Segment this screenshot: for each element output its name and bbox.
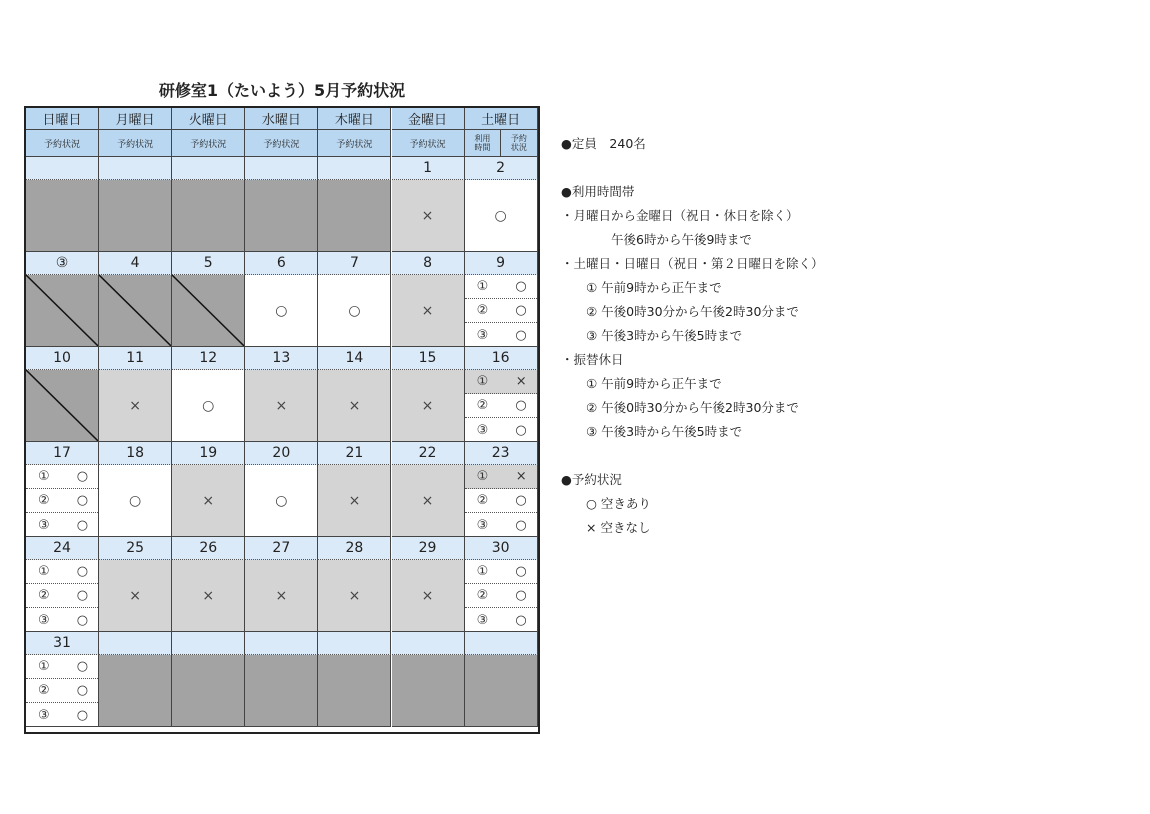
date-label: 16 <box>465 347 538 370</box>
legend-line: ●利用時間帯 <box>561 184 635 199</box>
unavailable-cell <box>99 655 172 727</box>
slot-number: ① <box>38 659 50 674</box>
date-label: 18 <box>99 442 172 465</box>
time-slot-cell <box>26 560 99 632</box>
legend-line: ●予約状況 <box>561 472 622 487</box>
status-cell: × <box>318 370 391 442</box>
closed-cell <box>172 275 245 347</box>
date-label: 10 <box>26 347 99 370</box>
status-cell: ○ <box>172 370 245 442</box>
date-label: 11 <box>99 347 172 370</box>
slot-row <box>465 513 537 537</box>
slot-row <box>465 584 537 608</box>
reservation-calendar <box>24 106 540 734</box>
date-label: 31 <box>26 632 99 655</box>
status-cell: ○ <box>245 275 318 347</box>
slot-row <box>465 560 537 584</box>
date-label <box>465 632 538 655</box>
date-label: 14 <box>318 347 391 370</box>
date-label: 5 <box>172 252 245 275</box>
date-label <box>99 632 172 655</box>
status-cell: × <box>392 180 465 252</box>
date-label: 22 <box>392 442 465 465</box>
slot-number: ① <box>38 469 50 484</box>
slot-number: ② <box>476 493 489 508</box>
date-label: 8 <box>392 252 465 275</box>
legend-line: × 空きなし <box>561 520 651 535</box>
slot-number: ② <box>38 683 50 698</box>
subheader-time: 利用 時間 <box>465 130 502 157</box>
slot-number: ① <box>476 374 489 389</box>
date-label: 20 <box>245 442 318 465</box>
unavailable-cell <box>172 180 245 252</box>
slot-status: ○ <box>515 564 527 579</box>
date-label <box>245 632 318 655</box>
slot-status: ○ <box>76 588 89 603</box>
date-label: ③ <box>26 252 99 275</box>
date-label: 6 <box>245 252 318 275</box>
slot-status: ○ <box>515 612 527 628</box>
unavailable-cell <box>172 655 245 727</box>
date-label <box>245 157 318 180</box>
slot-status: ○ <box>76 707 89 723</box>
unavailable-cell <box>26 180 99 252</box>
slot-row <box>465 608 537 632</box>
status-cell: × <box>392 560 465 632</box>
slot-status: ○ <box>76 659 89 674</box>
date-label <box>392 632 465 655</box>
unavailable-cell <box>392 655 465 727</box>
slot-row <box>465 418 537 442</box>
subheader-status: 予約状況 <box>172 130 245 157</box>
slot-row <box>26 703 98 727</box>
slot-status: ○ <box>515 422 527 438</box>
slot-status: ○ <box>76 564 89 579</box>
weekday-header: 金曜日 <box>392 108 465 130</box>
date-label <box>172 157 245 180</box>
slot-number: ① <box>476 564 489 579</box>
page-title: 研修室1（たいよう）5月予約状況 <box>158 81 406 100</box>
time-slot-cell <box>465 465 538 537</box>
date-label: 4 <box>99 252 172 275</box>
date-label: 2 <box>465 157 538 180</box>
subheader-status: 予約状況 <box>26 130 99 157</box>
legend-line: ③ 午後3時から午後5時まで <box>561 424 743 439</box>
status-cell: ○ <box>245 465 318 537</box>
slot-status: ○ <box>76 469 89 484</box>
status-cell: × <box>245 560 318 632</box>
date-label: 17 <box>26 442 99 465</box>
slot-row <box>465 323 537 347</box>
slot-row <box>465 489 537 513</box>
slot-status: ○ <box>515 398 527 413</box>
slot-number: ③ <box>476 517 489 533</box>
slot-number: ② <box>38 493 50 508</box>
slot-status: ○ <box>76 517 89 533</box>
slot-number: ② <box>476 303 489 318</box>
status-cell: × <box>392 465 465 537</box>
slot-number: ① <box>476 469 489 484</box>
slot-number: ③ <box>38 707 50 723</box>
slot-row <box>465 394 537 418</box>
status-cell: × <box>172 560 245 632</box>
slot-row <box>26 584 98 608</box>
date-label: 25 <box>99 537 172 560</box>
slot-status: ○ <box>515 517 527 533</box>
date-label: 19 <box>172 442 245 465</box>
slot-row <box>26 679 98 703</box>
slot-row <box>465 275 537 299</box>
weekday-header: 火曜日 <box>172 108 245 130</box>
time-slot-cell <box>26 655 99 727</box>
date-label: 15 <box>392 347 465 370</box>
date-label: 26 <box>172 537 245 560</box>
slot-number: ① <box>38 564 50 579</box>
slot-status: ○ <box>76 683 89 698</box>
status-cell: ○ <box>318 275 391 347</box>
slot-row <box>26 465 98 489</box>
slot-row <box>26 655 98 679</box>
slot-number: ③ <box>476 422 489 438</box>
weekday-header: 日曜日 <box>26 108 99 130</box>
date-label: 27 <box>245 537 318 560</box>
legend-line: ① 午前9時から正午まで <box>561 280 722 295</box>
date-label <box>99 157 172 180</box>
legend-line: ① 午前9時から正午まで <box>561 376 722 391</box>
date-label: 28 <box>318 537 391 560</box>
slot-row <box>26 560 98 584</box>
status-cell: × <box>318 465 391 537</box>
weekday-header: 水曜日 <box>245 108 318 130</box>
slot-number: ③ <box>476 327 489 343</box>
time-slot-cell <box>26 465 99 537</box>
slot-number: ③ <box>38 517 50 533</box>
slot-status: ○ <box>76 612 89 628</box>
weekday-header: 月曜日 <box>99 108 172 130</box>
date-label: 30 <box>465 537 538 560</box>
date-label: 12 <box>172 347 245 370</box>
status-cell: × <box>392 370 465 442</box>
slot-status: × <box>515 374 527 389</box>
date-label: 23 <box>465 442 538 465</box>
status-cell: × <box>392 275 465 347</box>
date-label <box>318 157 391 180</box>
legend-line: ○ 空きあり <box>561 496 651 511</box>
legend-line: ② 午後0時30分から午後2時30分まで <box>561 400 799 415</box>
date-label: 21 <box>318 442 391 465</box>
slot-number: ② <box>476 588 489 603</box>
closed-cell <box>26 370 99 442</box>
slot-row <box>26 489 98 513</box>
weekday-header: 木曜日 <box>318 108 391 130</box>
unavailable-cell <box>465 655 538 727</box>
slot-number: ② <box>38 588 50 603</box>
date-label: 9 <box>465 252 538 275</box>
status-cell: ○ <box>99 465 172 537</box>
slot-status: ○ <box>515 493 527 508</box>
time-slot-cell <box>465 275 538 347</box>
slot-number: ③ <box>476 612 489 628</box>
time-slot-cell <box>465 370 538 442</box>
status-cell: × <box>318 560 391 632</box>
subheader-status: 予約状況 <box>392 130 465 157</box>
date-label: 13 <box>245 347 318 370</box>
subheader-status: 予約 状況 <box>501 130 538 157</box>
closed-cell <box>99 275 172 347</box>
status-cell: × <box>245 370 318 442</box>
legend-line: ・月曜日から金曜日（祝日・休日を除く） <box>561 208 799 223</box>
slot-number: ① <box>476 279 489 294</box>
slot-status: ○ <box>515 303 527 318</box>
status-cell: ○ <box>465 180 538 252</box>
slot-number: ③ <box>38 612 50 628</box>
legend-line: 午後6時から午後9時まで <box>561 232 752 247</box>
unavailable-cell <box>99 180 172 252</box>
unavailable-cell <box>318 180 391 252</box>
unavailable-cell <box>245 180 318 252</box>
slot-row <box>465 299 537 323</box>
unavailable-cell <box>245 655 318 727</box>
slot-row <box>26 513 98 537</box>
status-cell: × <box>99 560 172 632</box>
date-label <box>172 632 245 655</box>
slot-number: ② <box>476 398 489 413</box>
legend-line: ・振替休日 <box>561 352 624 367</box>
unavailable-cell <box>318 655 391 727</box>
status-cell: × <box>99 370 172 442</box>
slot-status: ○ <box>515 588 527 603</box>
slot-row <box>465 465 537 489</box>
status-cell: × <box>172 465 245 537</box>
slot-row <box>26 608 98 632</box>
slot-status: ○ <box>515 279 527 294</box>
date-label: 1 <box>392 157 465 180</box>
legend-line: ② 午後0時30分から午後2時30分まで <box>561 304 799 319</box>
legend-line: ③ 午後3時から午後5時まで <box>561 328 743 343</box>
date-label <box>318 632 391 655</box>
date-label: 24 <box>26 537 99 560</box>
slot-status: × <box>515 469 527 484</box>
time-slot-cell <box>465 560 538 632</box>
date-label: 29 <box>392 537 465 560</box>
subheader-status: 予約状況 <box>99 130 172 157</box>
slot-status: ○ <box>76 493 89 508</box>
slot-row <box>465 370 537 394</box>
slot-status: ○ <box>515 327 527 343</box>
date-label <box>26 157 99 180</box>
date-label: 7 <box>318 252 391 275</box>
legend-line: ・土曜日・日曜日（祝日・第２日曜日を除く） <box>561 256 824 271</box>
weekday-header: 土曜日 <box>465 108 538 130</box>
subheader-status: 予約状況 <box>245 130 318 157</box>
closed-cell <box>26 275 99 347</box>
subheader-status: 予約状況 <box>318 130 391 157</box>
legend-line: ●定員 240名 <box>561 136 646 151</box>
